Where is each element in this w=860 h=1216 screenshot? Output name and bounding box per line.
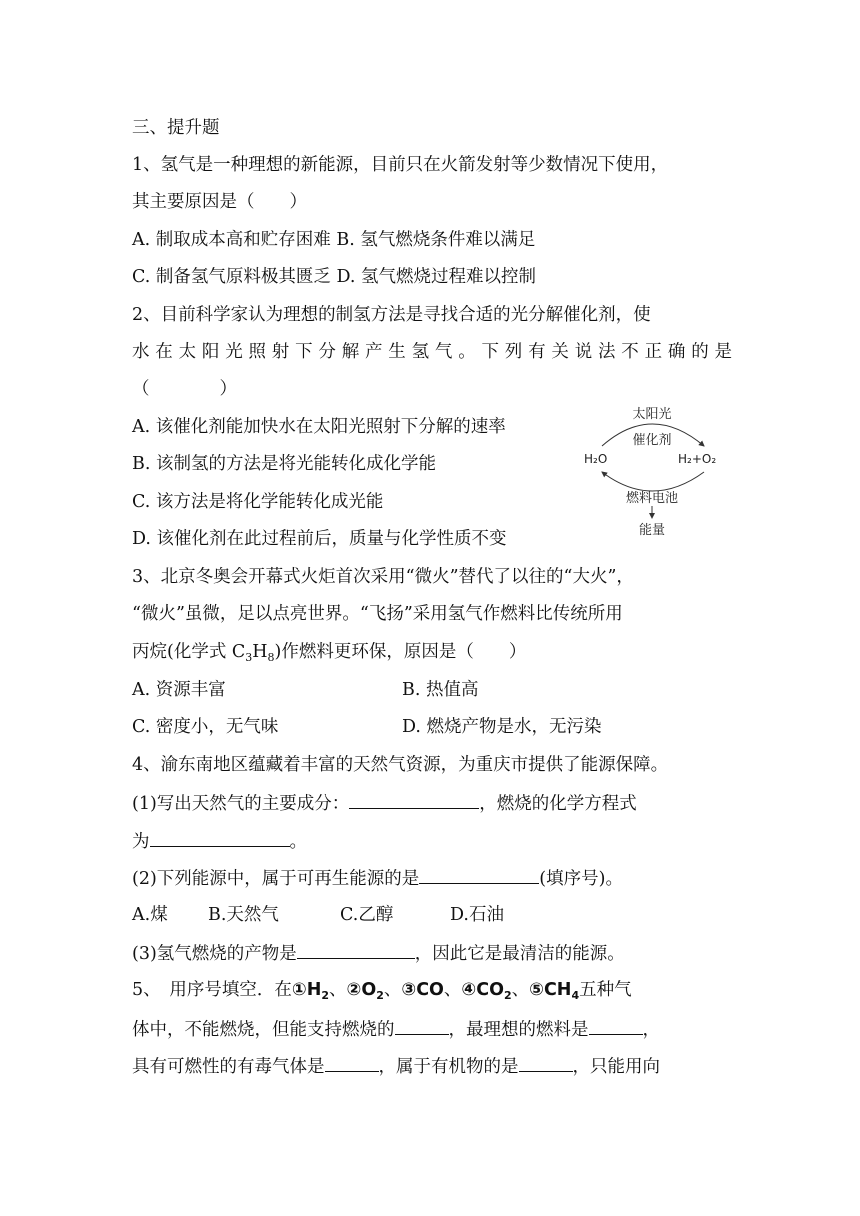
q4-part1-text-a: (1)写出天然气的主要成分： [132,794,350,814]
q2-option-c: C. 该方法是将化学能转化成光能 [132,492,384,512]
q4-part3-line [132,940,732,966]
q5-lead-text: 5、 用序号填空．在 [132,980,292,1000]
q5-line2 [132,1016,732,1042]
q3-stem-line3 [132,640,732,664]
q1-stem-line2: 其主要原因是（ ） [132,192,307,212]
q4-equation-blank[interactable] [150,828,290,847]
q4-option-d: D.石油 [450,905,504,925]
q4-part3-text-a: (3)氢气燃烧的产物是 [132,944,297,964]
q3-stem-h: H [252,642,268,662]
q4-part1-line2 [132,828,732,854]
q3-option-d: D. 燃烧产物是水，无污染 [402,717,602,737]
q3-stem-text-b: )作燃料更环保，原因是（ ） [274,642,527,662]
q1-options-row2 [132,265,732,289]
q2-option-a: A. 该催化剂能加快水在太阳光照射下分解的速率 [132,417,506,437]
q1-stem-line1: 1、氢气是一种理想的新能源，目前只在火箭发射等少数情况下使用， [132,155,669,175]
q1-option-b: B. 氢气燃烧条件难以满足 [336,230,536,250]
q5-item-co2: ④CO [461,980,504,1000]
q4-part2-options [132,903,732,927]
q5-item-h2: ①H [291,980,322,1000]
q5-line3 [132,1053,732,1079]
q5-sep: 、 [383,980,402,1000]
q4-option-b: B.天然气 [208,905,279,925]
diagram-water-node: H₂O [584,452,608,466]
q5-line1 [132,978,732,1002]
q5-sep: 、 [443,980,462,1000]
q5-item-ch4: ⑤CH [529,980,572,1000]
q3-subscript-8: 8 [267,651,275,664]
hydrogen-cycle-diagram [580,402,728,542]
q5-item-h2-sub: 2 [321,989,330,1002]
diagram-energy-label: 能量 [638,523,666,538]
q4-part2-line [132,865,732,891]
q5-item-o2: ②O [346,980,377,1000]
q1-option-c: C. 制备氢气原料极其匮乏 [132,267,331,287]
q5-line2-text-b: ，最理想的燃料是 [448,1020,589,1040]
q5-item-co: ③CO [401,980,444,1000]
q5-item-o2-sub: 2 [376,989,384,1002]
q2-stem-line3: （ ） [132,379,237,399]
q1-option-a: A. 制取成本高和贮存困难 [132,230,331,250]
q3-subscript-3: 3 [245,651,253,664]
q4-part1-text-c: 为 [132,832,150,852]
q3-stem-line2: “微火”虽微，足以点亮世界。“飞扬”采用氢气作燃料比传统所用 [132,604,623,624]
q5-line2-text-a: 体中，不能燃烧，但能支持燃烧的 [132,1020,395,1040]
q3-stem-line1: 3、北京冬奥会开幕式火炬首次采用“微火”替代了以往的“大火”， [132,567,634,587]
diagram-hydrogen-oxygen-node: H₂+O₂ [678,452,717,466]
q3-options-row1 [132,678,732,702]
q4-part2-text-a: (2)下列能源中，属于可再生能源的是 [132,869,420,889]
q4-option-c: C.乙醇 [340,905,394,925]
q3-option-b: B. 热值高 [402,680,479,700]
q2-stem-line2: 水在太阳光照射下分解产生氢气。下列有关说法不正确的是 [132,342,732,362]
q5-item-co2-sub: 2 [503,989,512,1002]
diagram-catalyst-label: 催化剂 [632,433,672,448]
q5-organic-blank[interactable] [519,1053,573,1072]
q3-stem-text-a: 丙烷(化学式 C [132,642,246,662]
q4-renewable-blank[interactable] [419,865,539,884]
q2-option-d: D. 该催化剂在此过程前后，质量与化学性质不变 [132,529,507,549]
q4-main-component-blank[interactable] [349,790,479,809]
q5-sep: 、 [511,980,530,1000]
q4-part2-text-b: (填序号)。 [539,869,623,889]
diagram-bottom-arrow [602,472,704,491]
q2-stem-line1: 2、目前科学家认为理想的制氢方法是寻找合适的光分解催化剂，使 [132,305,651,325]
q3-option-c: C. 密度小，无气味 [132,717,279,737]
q5-item-ch4-sub: 4 [571,989,580,1002]
q5-supports-combustion-blank[interactable] [395,1016,449,1035]
q4-option-a: A.煤 [132,905,168,925]
diagram-fuel-cell-label: 燃料电池 [625,491,679,506]
q1-option-d: D. 氢气燃烧过程难以控制 [336,267,537,287]
q4-part3-text-b: ，因此它是最清洁的能源。 [414,944,625,964]
q4-part1-text-d: 。 [289,832,307,852]
q4-part1-text-b: ，燃烧的化学方程式 [479,794,637,814]
q4-product-blank[interactable] [297,940,415,959]
q5-line3-text-a: 具有可燃性的有毒气体是 [132,1057,325,1077]
q5-tail-text: 五种气 [579,980,632,1000]
q5-line3-text-b: ，属于有机物的是 [378,1057,519,1077]
q4-part1-line1 [132,790,732,816]
q5-line2-text-c: ， [642,1020,660,1040]
q5-ideal-fuel-blank[interactable] [589,1016,643,1035]
q5-toxic-gas-blank[interactable] [325,1053,379,1072]
q3-option-a: A. 资源丰富 [132,680,226,700]
q1-options-row1 [132,228,732,252]
q5-sep: 、 [329,980,347,1000]
section-title: 三、提升题 [132,118,220,138]
q2-option-b: B. 该制氢的方法是将光能转化成化学能 [132,454,436,474]
q5-line3-text-c: ，只能用向 [572,1057,660,1077]
q3-options-row2 [132,715,732,739]
diagram-sunlight-label: 太阳光 [632,407,672,422]
q4-stem: 4、渝东南地区蕴藏着丰富的天然气资源，为重庆市提供了能源保障。 [132,755,669,775]
